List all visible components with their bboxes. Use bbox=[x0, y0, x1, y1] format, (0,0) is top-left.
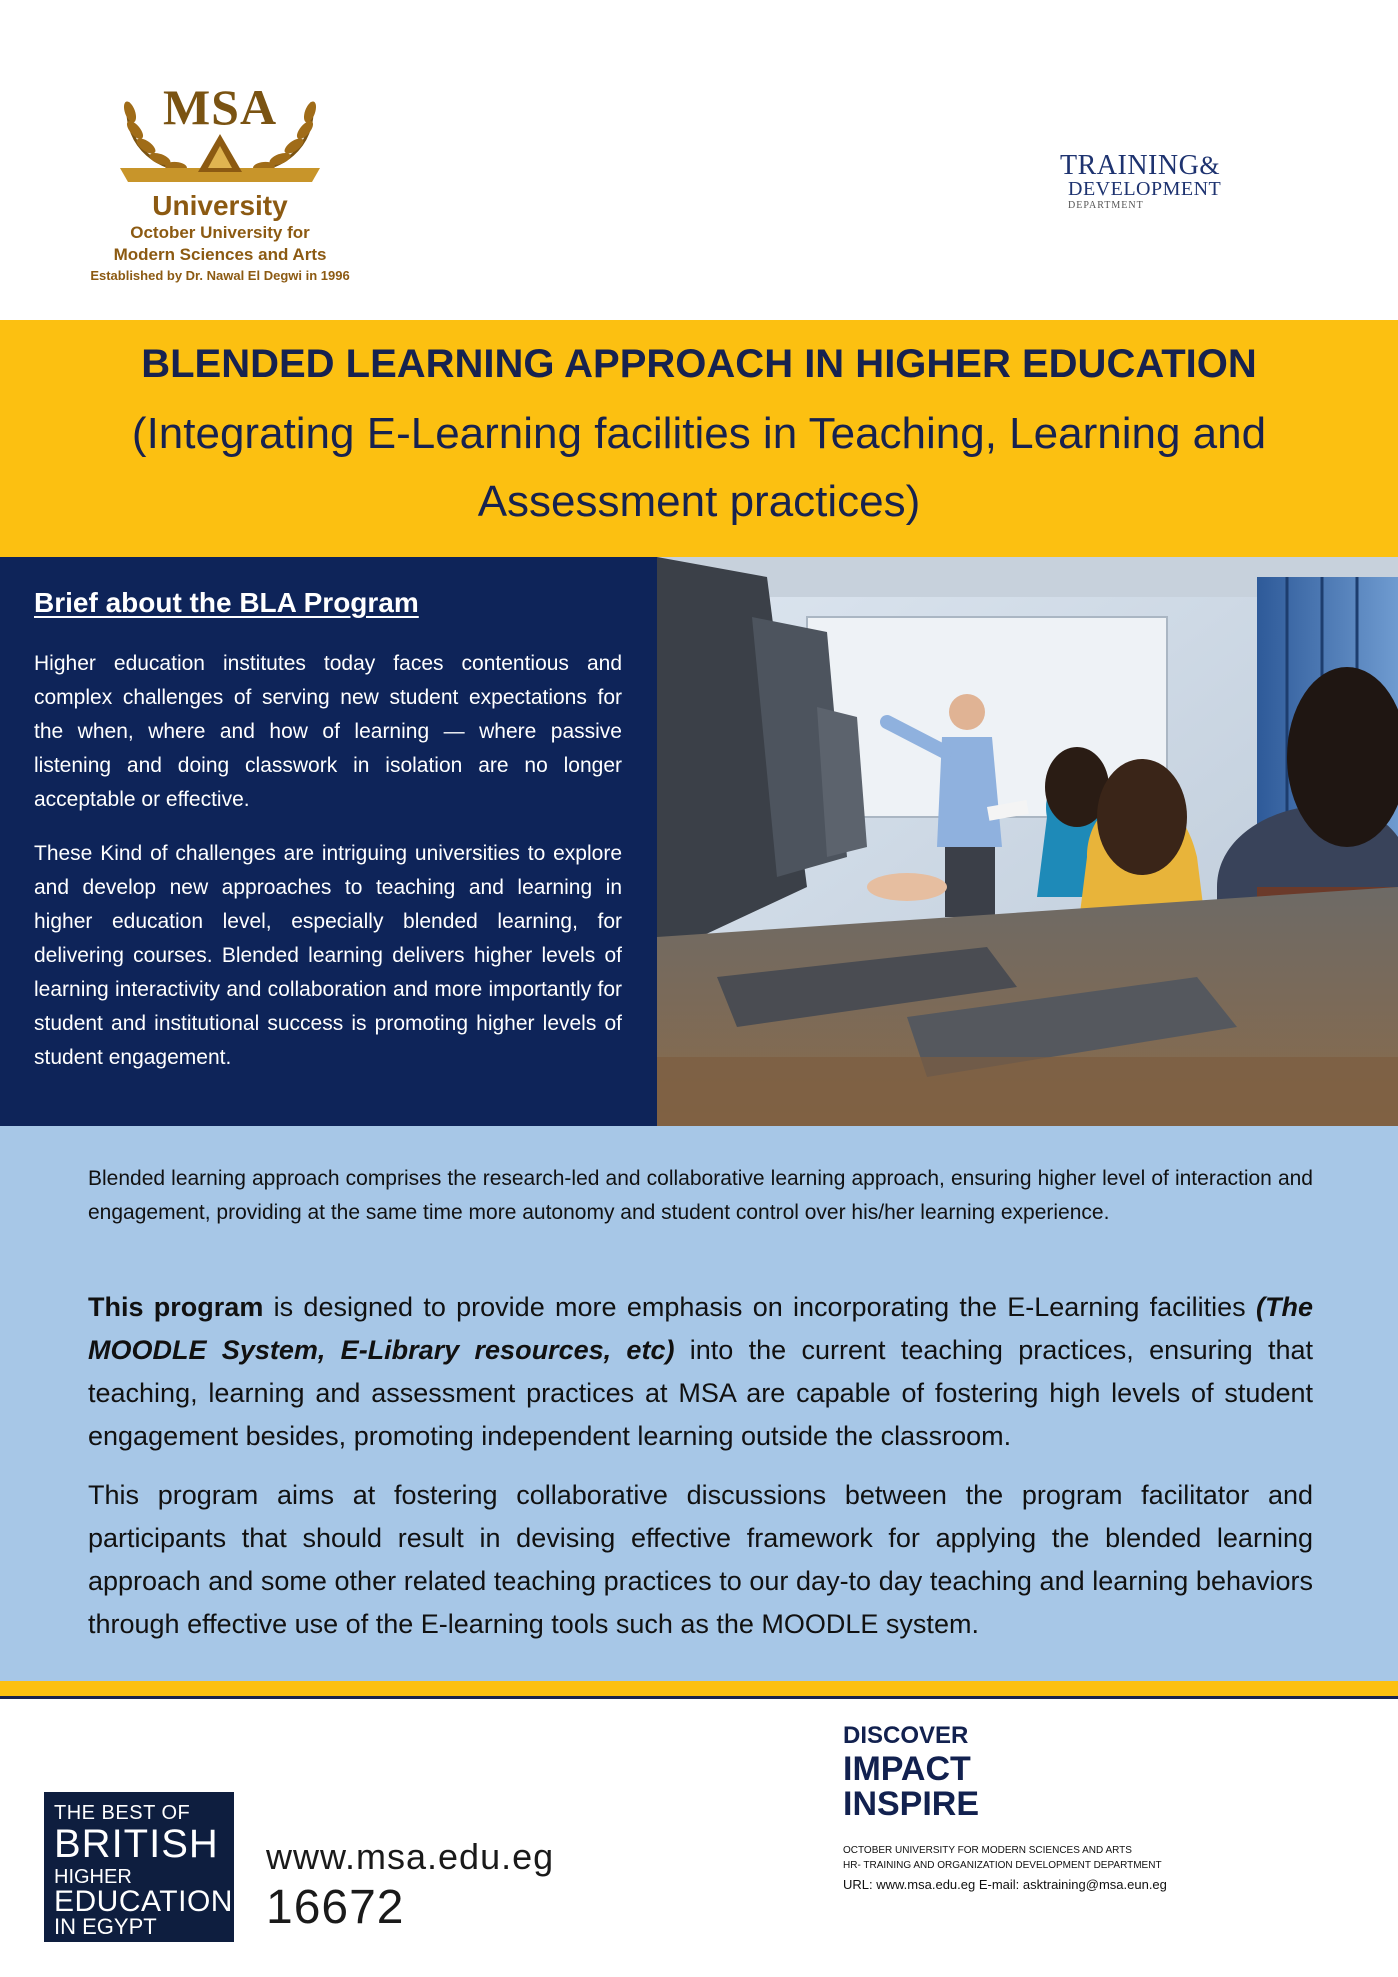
msa-wordmark: MSA bbox=[162, 79, 278, 135]
body-paragraph-2-lead: This program bbox=[88, 1292, 264, 1322]
brief-paragraph-1: Higher education institutes today faces contentious and complex challenges of serving new student expectations for the when, where and how of learning — where passive listening and doing classwork in isolation are no longer acceptable or effective. bbox=[34, 652, 622, 811]
org-department: HR- TRAINING AND ORGANIZATION DEVELOPMENT DEPARTMENT bbox=[843, 1860, 1162, 1871]
page-title: BLENDED LEARNING APPROACH IN HIGHER EDUCATION bbox=[141, 342, 1257, 386]
contact-info: URL: www.msa.edu.eg E-mail: asktraining@msa.eun.eg bbox=[843, 1877, 1167, 1892]
classroom-photo-image bbox=[657, 557, 1398, 1126]
td-training-label: TRAINING bbox=[1060, 150, 1200, 181]
brief-heading: Brief about the BLA Program bbox=[34, 587, 419, 618]
page-subtitle: (Integrating E-Learning facilities in Teaching, Learning and Assessment practices) bbox=[131, 409, 1267, 526]
training-development-logo bbox=[1060, 150, 1260, 220]
divider-gold bbox=[0, 1681, 1398, 1696]
msa-logo bbox=[80, 72, 360, 292]
slogan-discover: DISCOVER bbox=[843, 1722, 969, 1749]
body-paragraph-3: This program aims at fostering collaborative discussions between the program facilitator and participants that should result in devising effective framework for applying the blended learning approach and some other related teaching practices to our day-to day teaching and learning behaviors through effective use of the E-learning tools such as the MOODLE system. bbox=[88, 1480, 1313, 1639]
established-note: Established by Dr. Nawal El Degwi in 1996 bbox=[90, 268, 350, 283]
university-name-line1: October University for bbox=[130, 223, 310, 242]
slogan-inspire: INSPIRE bbox=[843, 1785, 980, 1823]
slogan-impact: IMPACT bbox=[843, 1750, 971, 1788]
badge-line-1: THE BEST OF bbox=[54, 1802, 191, 1824]
body-paragraph-2-emphasis: (The MOODLE System, E-Library resources, etc) bbox=[88, 1292, 1313, 1365]
brief-panel bbox=[0, 557, 657, 1126]
org-name: OCTOBER UNIVERSITY FOR MODERN SCIENCES AND ARTS bbox=[843, 1845, 1132, 1856]
body-paragraph-1: Blended learning approach comprises the research-led and collaborative learning approach, ensuring higher level of interaction and engagement, providing at the same time more autonomy and student control over his/her learning experience. bbox=[88, 1167, 1313, 1224]
badge-line-4: EDUCATION bbox=[54, 1885, 233, 1918]
body-panel bbox=[0, 1126, 1398, 1681]
td-development-label: DEVELOPMENT bbox=[1068, 178, 1222, 200]
university-name-line2: Modern Sciences and Arts bbox=[113, 245, 327, 264]
body-paragraph-2-text-b: into the current teaching practices, ensuring that teaching, learning and assessment practices at MSA are capable of fostering high levels of student engagement besides, promoting independent learning outside the classroom. bbox=[88, 1335, 1313, 1451]
badge-line-5: IN EGYPT bbox=[54, 1914, 157, 1939]
university-label: University bbox=[152, 190, 288, 221]
td-department-label: DEPARTMENT bbox=[1068, 200, 1144, 211]
td-ampersand: & bbox=[1199, 151, 1221, 180]
badge-line-2: BRITISH bbox=[54, 1822, 219, 1866]
website-link[interactable]: www.msa.edu.eg bbox=[266, 1836, 555, 1877]
body-paragraph-2 bbox=[88, 1286, 1313, 1458]
hotline-number: 16672 bbox=[266, 1881, 405, 1934]
british-education-badge bbox=[44, 1792, 234, 1942]
brief-paragraph-2: These Kind of challenges are intriguing universities to explore and develop new approaches to teaching and learning in higher education level, especially blended learning, for delivering courses. Blended learning delivers higher levels of learning interactivity and collaboration and more importantly for student and institutional success is promoting higher levels of student engagement. bbox=[34, 842, 622, 1069]
body-paragraph-2-text-a: is designed to provide more emphasis on incorporating the E-Learning facilities bbox=[263, 1292, 1256, 1322]
divider-navy bbox=[0, 1696, 1398, 1699]
title-band bbox=[0, 320, 1398, 557]
badge-line-3: HIGHER bbox=[54, 1866, 132, 1888]
classroom-photo bbox=[657, 557, 1398, 1126]
